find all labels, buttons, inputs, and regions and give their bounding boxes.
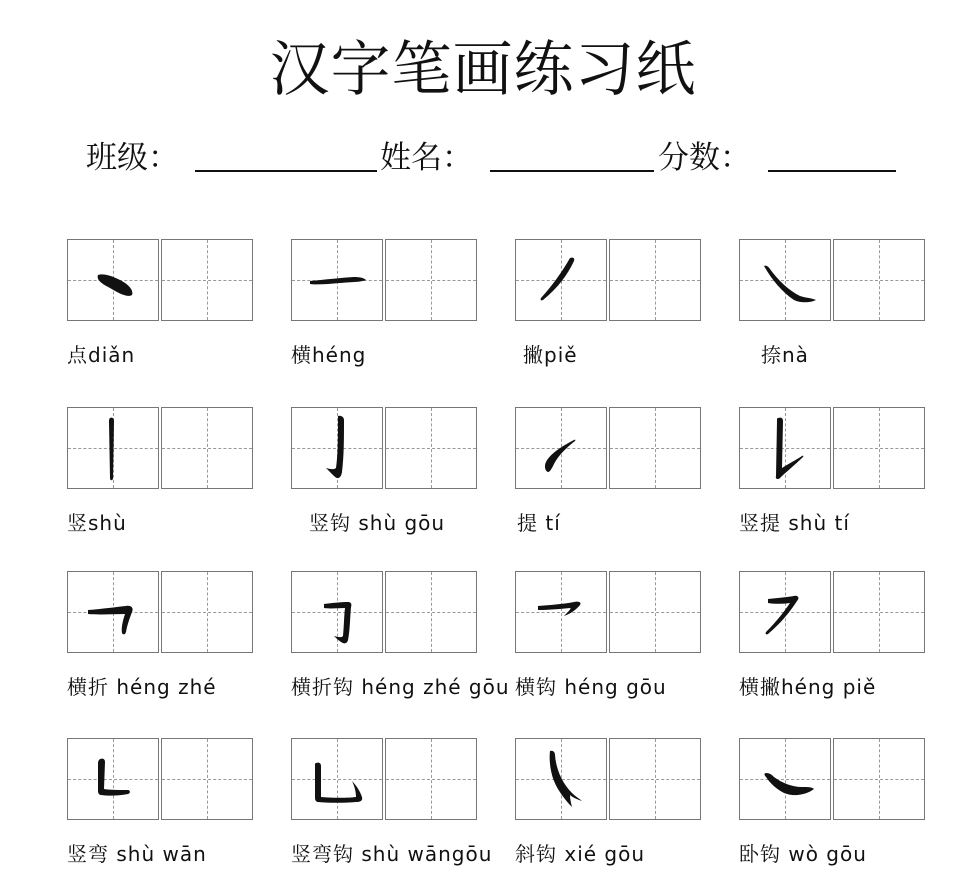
stroke-label: 竖钩 shù gōu (309, 511, 446, 535)
horizontal-guide-line (610, 779, 700, 780)
stroke-label: 竖弯钩 shù wāngōu (291, 842, 493, 866)
stroke-practice-item (291, 239, 481, 379)
example-box (67, 571, 159, 653)
stroke-label: 捺nà (761, 343, 809, 367)
practice-box[interactable] (161, 571, 253, 653)
stroke-practice-item (515, 407, 705, 547)
shuti-stroke-icon (740, 408, 832, 490)
stroke-label: 横撇héng piě (739, 675, 877, 699)
tian-zi-ge-boxes (67, 571, 253, 653)
example-box (739, 239, 831, 321)
example-box (291, 239, 383, 321)
stroke-practice-item (67, 738, 257, 878)
shuwan-stroke-icon (68, 739, 160, 821)
stroke-practice-item (291, 738, 493, 878)
example-box (67, 738, 159, 820)
ti-stroke-icon (516, 408, 608, 490)
stroke-practice-item (739, 239, 929, 379)
horizontal-guide-line (834, 612, 924, 613)
stroke-label: 竖shù (67, 511, 127, 535)
stroke-label: 撇piě (523, 343, 578, 367)
stroke-label: 横折钩 héng zhé gōu (291, 675, 510, 699)
tian-zi-ge-boxes (67, 239, 253, 321)
example-box (739, 407, 831, 489)
horizontal-guide-line (610, 612, 700, 613)
stroke-label: 斜钩 xié gōu (515, 842, 646, 866)
tian-zi-ge-boxes (739, 239, 925, 321)
example-box (739, 738, 831, 820)
practice-box[interactable] (385, 407, 477, 489)
practice-box[interactable] (609, 239, 701, 321)
practice-box[interactable] (833, 407, 925, 489)
info-row (0, 132, 966, 182)
tian-zi-ge-boxes (67, 738, 253, 820)
hengzhe-stroke-icon (68, 572, 160, 654)
name-blank-line[interactable] (490, 170, 654, 172)
stroke-label: 提 tí (517, 511, 561, 535)
stroke-practice-item (515, 738, 705, 878)
tian-zi-ge-boxes (291, 571, 477, 653)
practice-box[interactable] (833, 738, 925, 820)
stroke-label: 横钩 héng gōu (515, 675, 667, 699)
example-box (291, 407, 383, 489)
tian-zi-ge-boxes (291, 738, 477, 820)
stroke-practice-item (67, 571, 257, 711)
tian-zi-ge-boxes (291, 407, 477, 489)
example-box (739, 571, 831, 653)
practice-box[interactable] (385, 571, 477, 653)
wogou-stroke-icon (740, 739, 832, 821)
example-box (67, 407, 159, 489)
practice-box[interactable] (609, 571, 701, 653)
dian-stroke-icon (68, 240, 160, 322)
horizontal-guide-line (386, 779, 476, 780)
stroke-practice-item (739, 571, 929, 711)
practice-box[interactable] (833, 571, 925, 653)
practice-box[interactable] (833, 239, 925, 321)
practice-box[interactable] (385, 239, 477, 321)
horizontal-guide-line (834, 779, 924, 780)
example-box (515, 571, 607, 653)
stroke-practice-item (515, 239, 705, 379)
henggou-stroke-icon (516, 572, 608, 654)
page-title: 汉字笔画练习纸 (269, 35, 697, 105)
example-box (67, 239, 159, 321)
stroke-practice-item (739, 738, 929, 878)
score-label: 分数： (658, 140, 751, 176)
practice-box[interactable] (161, 407, 253, 489)
horizontal-guide-line (162, 779, 252, 780)
example-box (291, 571, 383, 653)
practice-box[interactable] (161, 239, 253, 321)
horizontal-guide-line (162, 612, 252, 613)
stroke-practice-item (739, 407, 929, 547)
pie-stroke-icon (516, 240, 608, 322)
horizontal-guide-line (386, 280, 476, 281)
stroke-practice-item (67, 407, 257, 547)
horizontal-guide-line (386, 448, 476, 449)
na-stroke-icon (740, 240, 832, 322)
practice-box[interactable] (609, 407, 701, 489)
class-label: 班级： (86, 140, 179, 176)
stroke-label: 点diǎn (67, 343, 136, 367)
stroke-practice-item (291, 571, 510, 711)
horizontal-guide-line (386, 612, 476, 613)
stroke-label: 竖弯 shù wān (67, 842, 207, 866)
practice-box[interactable] (609, 738, 701, 820)
tian-zi-ge-boxes (291, 239, 477, 321)
practice-box[interactable] (385, 738, 477, 820)
horizontal-guide-line (610, 448, 700, 449)
tian-zi-ge-boxes (515, 239, 701, 321)
example-box (515, 407, 607, 489)
tian-zi-ge-boxes (739, 738, 925, 820)
shugou-stroke-icon (292, 408, 384, 490)
stroke-label: 竖提 shù tí (739, 511, 850, 535)
horizontal-guide-line (610, 280, 700, 281)
stroke-practice-item (515, 571, 705, 711)
stroke-practice-item (67, 239, 257, 379)
stroke-practice-item (291, 407, 481, 547)
tian-zi-ge-boxes (515, 738, 701, 820)
hengzhegou-stroke-icon (292, 572, 384, 654)
stroke-label: 卧钩 wò gōu (739, 842, 867, 866)
example-box (291, 738, 383, 820)
score-blank-line[interactable] (768, 170, 896, 172)
xiegou-stroke-icon (516, 739, 608, 821)
stroke-label: 横折 héng zhé (67, 675, 217, 699)
horizontal-guide-line (162, 280, 252, 281)
horizontal-guide-line (834, 280, 924, 281)
tian-zi-ge-boxes (515, 407, 701, 489)
shuwangou-stroke-icon (292, 739, 384, 821)
shu-stroke-icon (68, 408, 160, 490)
tian-zi-ge-boxes (739, 407, 925, 489)
horizontal-guide-line (162, 448, 252, 449)
horizontal-guide-line (834, 448, 924, 449)
heng-stroke-icon (292, 240, 384, 322)
practice-box[interactable] (161, 738, 253, 820)
tian-zi-ge-boxes (739, 571, 925, 653)
hengpie-stroke-icon (740, 572, 832, 654)
example-box (515, 738, 607, 820)
example-box (515, 239, 607, 321)
tian-zi-ge-boxes (515, 571, 701, 653)
class-blank-line[interactable] (195, 170, 377, 172)
stroke-label: 横héng (291, 343, 367, 367)
name-label: 姓名： (380, 140, 473, 176)
tian-zi-ge-boxes (67, 407, 253, 489)
